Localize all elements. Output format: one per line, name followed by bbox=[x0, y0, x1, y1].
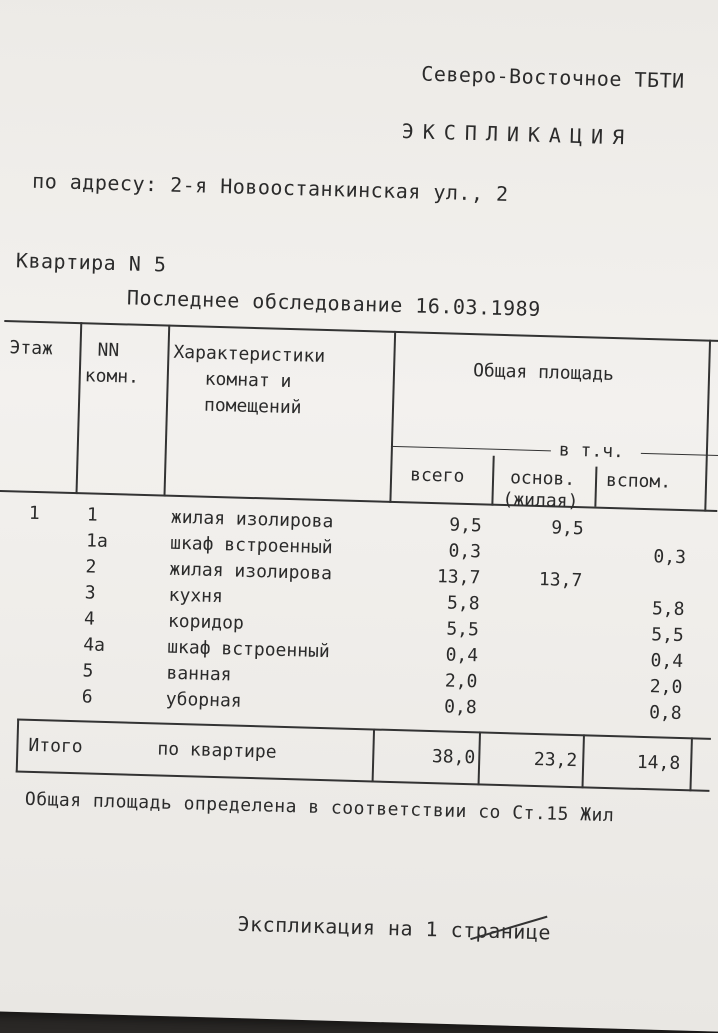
summary-label: Итого bbox=[28, 734, 83, 758]
header-floor: Этаж bbox=[9, 337, 54, 360]
col-divider bbox=[594, 467, 597, 507]
header-aux: вспом. bbox=[605, 469, 672, 493]
address-prefix: по адресу: bbox=[31, 168, 158, 197]
address-line bbox=[32, 169, 509, 206]
cell-aux-area: 5,8 bbox=[651, 598, 685, 621]
summary-bottom-border bbox=[16, 771, 710, 792]
cell-room-name: жилая изолирова bbox=[169, 558, 333, 585]
cell-room-number: 4 bbox=[83, 608, 96, 630]
header-room-no: комн. bbox=[84, 365, 140, 388]
cell-total-area: 5,5 bbox=[446, 618, 480, 641]
col-divider bbox=[389, 331, 396, 503]
col-divider bbox=[163, 325, 170, 497]
cell-room-number: 2 bbox=[85, 556, 97, 578]
cell-aux-area: 0,4 bbox=[650, 650, 684, 673]
header-area: Общая площадь bbox=[472, 360, 615, 386]
cell-main-area bbox=[496, 620, 581, 622]
col-divider bbox=[704, 340, 711, 512]
cell-aux-area: 0,3 bbox=[653, 546, 687, 569]
header-description: Характеристики bbox=[173, 341, 326, 367]
summary-left-border bbox=[16, 719, 20, 773]
col-divider bbox=[689, 737, 693, 791]
col-divider bbox=[491, 456, 494, 506]
cell-aux-area bbox=[599, 519, 687, 521]
cell-main-area: 9,5 bbox=[550, 517, 585, 540]
cell-room-name: коридор bbox=[167, 610, 245, 634]
cell-room-name: кухня bbox=[168, 584, 224, 608]
header-including: в т.ч. bbox=[558, 439, 625, 463]
cell-main-area bbox=[497, 594, 582, 596]
cell-aux-area: 0,8 bbox=[648, 702, 682, 725]
document-title: ЭКСПЛИКАЦИЯ bbox=[401, 119, 634, 150]
header-total: всего bbox=[409, 464, 465, 487]
header-description: комнат и bbox=[204, 368, 292, 393]
cell-total-area: 0,3 bbox=[448, 540, 482, 563]
header-bottom-border bbox=[0, 490, 717, 512]
summary-scope: по квартире bbox=[157, 738, 277, 763]
cell-total-area: 2,0 bbox=[444, 670, 478, 693]
header-main: (жилая) bbox=[502, 488, 579, 513]
cell-main-area: 13,7 bbox=[538, 569, 583, 592]
cell-room-name: шкаф встроенный bbox=[166, 636, 331, 663]
subheader-line bbox=[391, 446, 551, 451]
cell-total-area: 5,8 bbox=[446, 592, 480, 615]
cell-main-area bbox=[494, 698, 579, 700]
cell-total-area: 0,4 bbox=[445, 644, 479, 667]
col-divider bbox=[372, 728, 376, 782]
last-survey-date: Последнее обследование 16.03.1989 bbox=[126, 285, 542, 321]
cell-room-number: 1а bbox=[85, 530, 109, 552]
cell-room-number: 3 bbox=[84, 582, 96, 604]
cell-room-name: ванная bbox=[166, 662, 232, 686]
header-room-no: NN bbox=[97, 339, 120, 362]
col-divider bbox=[478, 731, 482, 785]
apartment-number: Квартира N 5 bbox=[15, 248, 167, 277]
organization-name: Северо-Восточное ТБТИ bbox=[421, 61, 685, 93]
col-divider bbox=[75, 322, 82, 494]
cell-room-name: уборная bbox=[165, 688, 242, 712]
cell-main-area bbox=[495, 672, 580, 674]
cell-main-area bbox=[495, 646, 580, 648]
header-description: помещений bbox=[203, 394, 302, 419]
page-count-footer: Экспликация на 1 странице bbox=[237, 911, 552, 945]
cell-aux-area bbox=[598, 571, 686, 573]
summary-main-area: 23,2 bbox=[533, 748, 578, 772]
header-main: основ. bbox=[509, 467, 576, 491]
cell-aux-area: 2,0 bbox=[649, 676, 683, 699]
summary-aux-area: 14,8 bbox=[636, 751, 681, 775]
cell-room-number: 5 bbox=[82, 660, 94, 682]
cell-room-name: шкаф встроенный bbox=[169, 532, 333, 559]
cell-main-area bbox=[498, 542, 583, 544]
cell-room-number: 4а bbox=[82, 634, 106, 656]
summary-total-area: 38,0 bbox=[431, 746, 476, 769]
address-value: 2-я Новоостанкинская ул., 2 bbox=[169, 172, 509, 207]
cell-total-area: 13,7 bbox=[436, 566, 481, 589]
cell-room-number: 1 bbox=[86, 504, 99, 526]
col-divider bbox=[581, 734, 585, 788]
cell-aux-area: 5,5 bbox=[650, 624, 685, 647]
area-note: Общая площадь определена в соответствии со Ст.15 Жил bbox=[24, 788, 615, 827]
cell-room-number: 6 bbox=[81, 686, 93, 708]
cell-total-area: 0,8 bbox=[443, 696, 477, 719]
cell-floor: 1 bbox=[28, 502, 41, 525]
cell-room-name: жилая изолирова bbox=[170, 506, 334, 533]
cell-total-area: 9,5 bbox=[448, 514, 483, 537]
